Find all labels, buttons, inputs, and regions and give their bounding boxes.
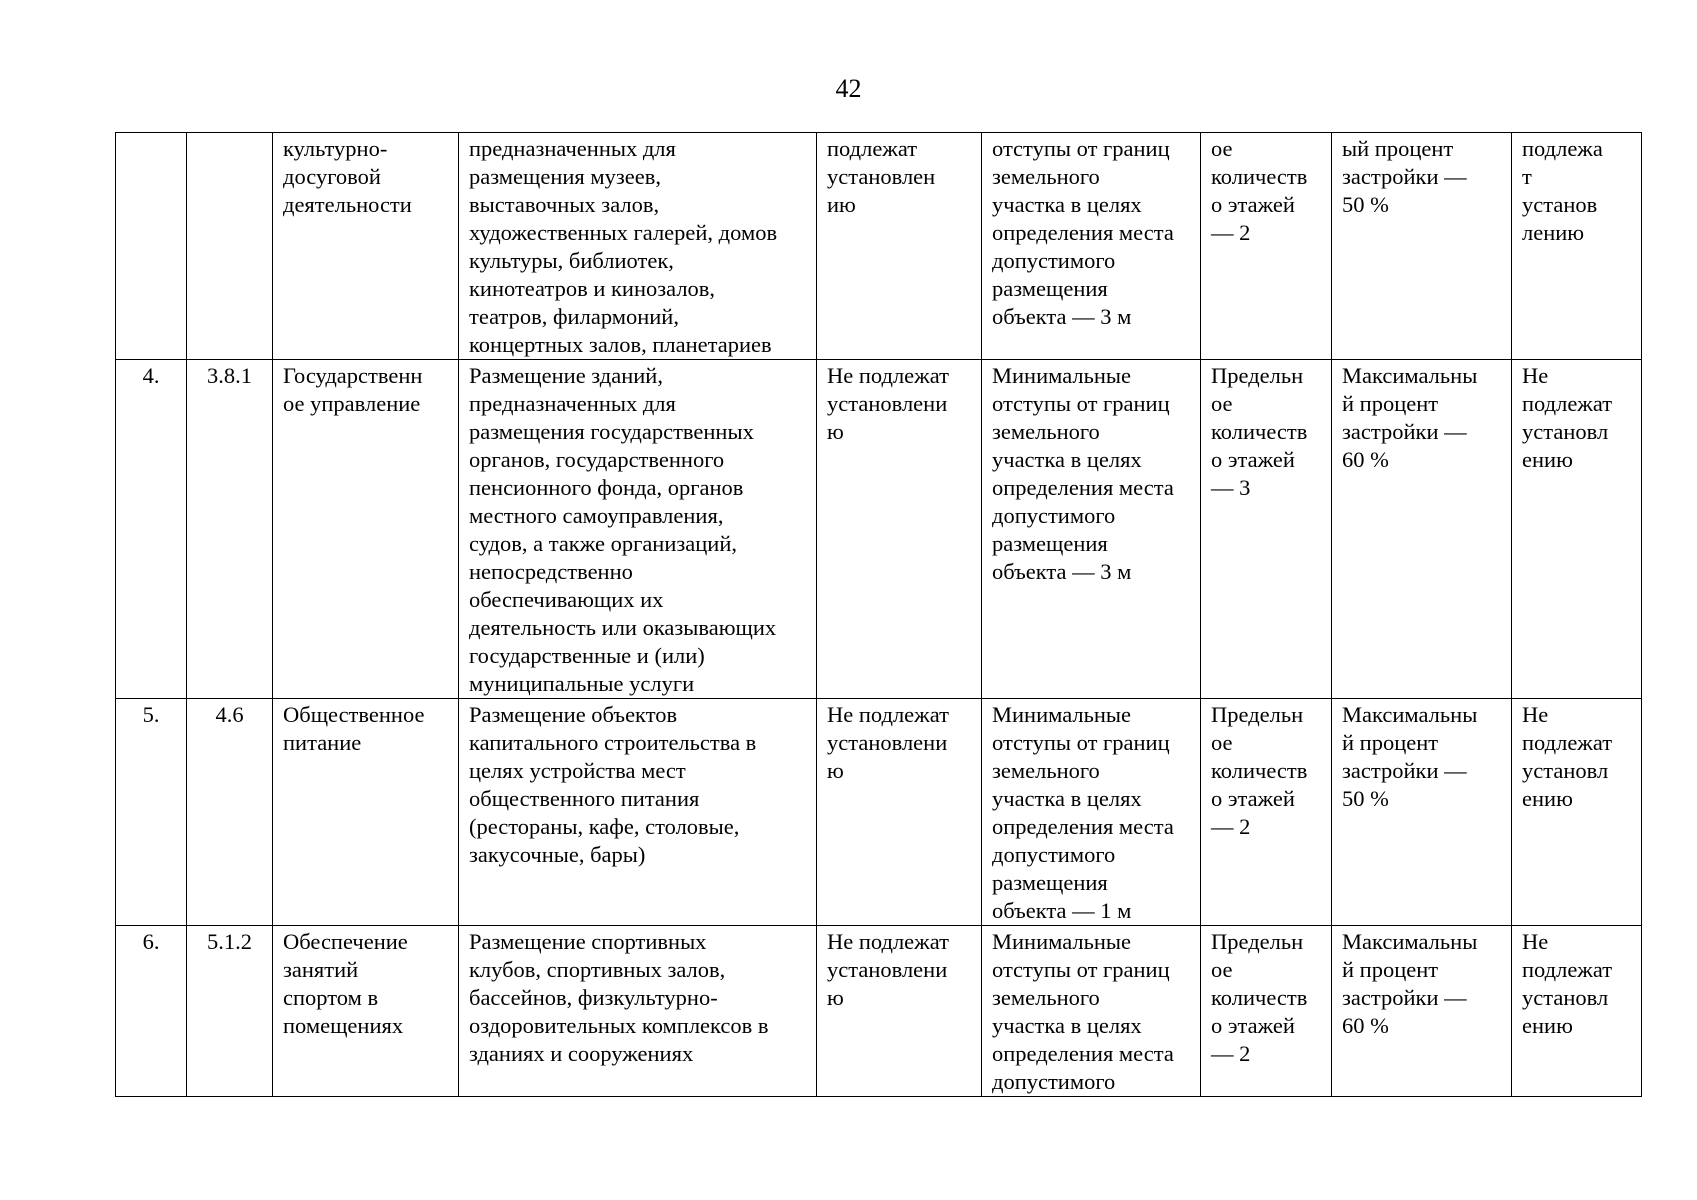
land-use-regulations-table xyxy=(115,132,1642,1097)
other-limits xyxy=(1512,133,1642,360)
cell-line: Обеспечение xyxy=(283,929,408,954)
cell-line: Максимальны xyxy=(1342,363,1478,388)
cell-line: й процент xyxy=(1342,730,1439,755)
size-limits xyxy=(817,699,982,926)
cell-line: отступы от границ xyxy=(992,136,1170,161)
cell-line: о этажей xyxy=(1211,192,1295,217)
cell-line: участка в целях xyxy=(992,1013,1142,1038)
cell-line: ению xyxy=(1522,1013,1573,1038)
use-name xyxy=(273,133,459,360)
page-number: 42 xyxy=(835,74,862,103)
cell-line: местного самоуправления, xyxy=(469,503,724,528)
cell-line: Минимальные xyxy=(992,702,1132,727)
cell-line: Общественное xyxy=(283,702,425,727)
cell-line: допустимого xyxy=(992,503,1116,528)
cell-line: ое xyxy=(1211,957,1233,982)
cell-line: — 2 xyxy=(1211,1041,1251,1066)
cell-line: досуговой xyxy=(283,164,381,189)
cell-line: Предельн xyxy=(1211,702,1304,727)
cell-line: муниципальные услуги xyxy=(469,671,695,696)
use-name xyxy=(273,926,459,1097)
cell-line: объекта — 3 м xyxy=(992,559,1132,584)
use-code xyxy=(187,133,273,360)
cell-line: отступы от границ xyxy=(992,957,1170,982)
cell-line: Предельн xyxy=(1211,363,1304,388)
cell-line: — 3 xyxy=(1211,475,1251,500)
cell-line: деятельность или оказывающих xyxy=(469,615,777,640)
cell-line: объекта — 3 м xyxy=(992,304,1132,329)
size-limits xyxy=(817,133,982,360)
cell-line: установл xyxy=(1522,758,1609,783)
table-row xyxy=(116,699,1642,926)
size-limits xyxy=(817,926,982,1097)
use-description xyxy=(459,926,817,1097)
cell-line: й процент xyxy=(1342,391,1439,416)
cell-line: подлежа xyxy=(1522,136,1603,161)
coverage-limit xyxy=(1332,926,1512,1097)
cell-line: 60 % xyxy=(1342,1013,1389,1038)
cell-line: количеств xyxy=(1211,419,1308,444)
cell-line: размещения государственных xyxy=(469,419,754,444)
table-row xyxy=(116,360,1642,699)
row-number: 5. xyxy=(116,699,187,926)
cell-line: Не xyxy=(1522,702,1549,727)
cell-line: лению xyxy=(1522,220,1585,245)
cell-line: земельного xyxy=(992,758,1100,783)
use-description xyxy=(459,699,817,926)
cell-line: 50 % xyxy=(1342,786,1389,811)
table-row xyxy=(116,926,1642,1097)
cell-line: застройки — xyxy=(1342,164,1467,189)
cell-line: клубов, спортивных залов, xyxy=(469,957,726,982)
cell-line: о этажей xyxy=(1211,1013,1295,1038)
other-limits xyxy=(1512,360,1642,699)
cell-line: ению xyxy=(1522,786,1573,811)
cell-line: закусочные, бары) xyxy=(469,842,646,867)
setbacks xyxy=(982,699,1201,926)
cell-line: подлежат xyxy=(1522,391,1613,416)
cell-line: ое xyxy=(1211,391,1233,416)
cell-line: Размещение зданий, xyxy=(469,363,663,388)
cell-line: размещения музеев, xyxy=(469,164,661,189)
use-code: 4.6 xyxy=(187,699,273,926)
cell-line: Размещение объектов xyxy=(469,702,678,727)
cell-line: судов, а также организаций, xyxy=(469,531,738,556)
cell-line: количеств xyxy=(1211,164,1308,189)
cell-line: ое управление xyxy=(283,391,421,416)
cell-line: Минимальные xyxy=(992,929,1132,954)
cell-line: кинотеатров и кинозалов, xyxy=(469,276,716,301)
cell-line: общественного питания xyxy=(469,786,700,811)
cell-line: подлежат xyxy=(1522,957,1613,982)
cell-line: — 2 xyxy=(1211,220,1251,245)
cell-line: пенсионного фонда, органов xyxy=(469,475,744,500)
cell-line: — 2 xyxy=(1211,814,1251,839)
cell-line: размещения xyxy=(992,531,1108,556)
row-number xyxy=(116,133,187,360)
floors-limit xyxy=(1201,133,1332,360)
cell-line: подлежат xyxy=(1522,730,1613,755)
cell-line: определения места xyxy=(992,220,1174,245)
cell-line: Размещение спортивных xyxy=(469,929,707,954)
cell-line: Предельн xyxy=(1211,929,1304,954)
coverage-limit xyxy=(1332,360,1512,699)
cell-line: (рестораны, кафе, столовые, xyxy=(469,814,740,839)
floors-limit xyxy=(1201,360,1332,699)
row-number: 6. xyxy=(116,926,187,1097)
cell-line: допустимого xyxy=(992,842,1116,867)
cell-line: Не xyxy=(1522,929,1549,954)
setbacks xyxy=(982,133,1201,360)
cell-line: ю xyxy=(827,419,844,444)
cell-line: отступы от границ xyxy=(992,730,1170,755)
cell-line: т xyxy=(1522,164,1532,189)
cell-line: спортом в xyxy=(283,985,379,1010)
row-number: 4. xyxy=(116,360,187,699)
cell-line: Государственн xyxy=(283,363,423,388)
setbacks xyxy=(982,360,1201,699)
cell-line: о этажей xyxy=(1211,786,1295,811)
cell-line: застройки — xyxy=(1342,985,1467,1010)
other-limits xyxy=(1512,699,1642,926)
cell-line: определения места xyxy=(992,1041,1174,1066)
cell-line: размещения xyxy=(992,870,1108,895)
cell-line: количеств xyxy=(1211,758,1308,783)
cell-line: художественных галерей, домов xyxy=(469,220,778,245)
cell-line: оздоровительных комплексов в xyxy=(469,1013,769,1038)
cell-line: подлежат xyxy=(827,136,918,161)
cell-line: капитального строительства в xyxy=(469,730,757,755)
cell-line: участка в целях xyxy=(992,786,1142,811)
cell-line: деятельности xyxy=(283,192,412,217)
cell-line: предназначенных для xyxy=(469,391,676,416)
cell-line: допустимого xyxy=(992,248,1116,273)
cell-line: й процент xyxy=(1342,957,1439,982)
cell-line: 60 % xyxy=(1342,447,1389,472)
cell-line: земельного xyxy=(992,419,1100,444)
cell-line: застройки — xyxy=(1342,419,1467,444)
cell-line: установл xyxy=(1522,419,1609,444)
cell-line: питание xyxy=(283,730,362,755)
cell-line: Не подлежат xyxy=(827,363,949,388)
cell-line: Не xyxy=(1522,363,1549,388)
floors-limit xyxy=(1201,699,1332,926)
cell-line: размещения xyxy=(992,276,1108,301)
cell-line: установлени xyxy=(827,730,948,755)
cell-line: земельного xyxy=(992,164,1100,189)
setbacks xyxy=(982,926,1201,1097)
use-name xyxy=(273,699,459,926)
floors-limit xyxy=(1201,926,1332,1097)
cell-line: о этажей xyxy=(1211,447,1295,472)
cell-line: определения места xyxy=(992,814,1174,839)
cell-line: государственные и (или) xyxy=(469,643,705,668)
coverage-limit xyxy=(1332,699,1512,926)
cell-line: ое xyxy=(1211,136,1233,161)
cell-line: допустимого xyxy=(992,1069,1116,1094)
cell-line: ый процент xyxy=(1342,136,1454,161)
other-limits xyxy=(1512,926,1642,1097)
cell-line: установлени xyxy=(827,391,948,416)
cell-line: участка в целях xyxy=(992,192,1142,217)
cell-line: бассейнов, физкультурно- xyxy=(469,985,718,1010)
cell-line: количеств xyxy=(1211,985,1308,1010)
cell-line: ю xyxy=(827,985,844,1010)
cell-line: установ xyxy=(1522,192,1598,217)
cell-line: земельного xyxy=(992,985,1100,1010)
cell-line: Не подлежат xyxy=(827,702,949,727)
cell-line: 50 % xyxy=(1342,192,1389,217)
cell-line: ению xyxy=(1522,447,1573,472)
use-name xyxy=(273,360,459,699)
cell-line: культуры, библиотек, xyxy=(469,248,674,273)
cell-line: ю xyxy=(827,758,844,783)
cell-line: Минимальные xyxy=(992,363,1132,388)
cell-line: культурно- xyxy=(283,136,388,161)
cell-line: отступы от границ xyxy=(992,391,1170,416)
cell-line: установлен xyxy=(827,164,936,189)
cell-line: установл xyxy=(1522,985,1609,1010)
cell-line: Максимальны xyxy=(1342,702,1478,727)
coverage-limit xyxy=(1332,133,1512,360)
table-row xyxy=(116,133,1642,360)
cell-line: объекта — 1 м xyxy=(992,898,1132,923)
cell-line: непосредственно xyxy=(469,559,633,584)
cell-line: застройки — xyxy=(1342,758,1467,783)
cell-line: ое xyxy=(1211,730,1233,755)
size-limits xyxy=(817,360,982,699)
use-description xyxy=(459,360,817,699)
cell-line: театров, филармоний, xyxy=(469,304,679,329)
use-code: 5.1.2 xyxy=(187,926,273,1097)
use-description xyxy=(459,133,817,360)
cell-line: Не подлежат xyxy=(827,929,949,954)
use-code: 3.8.1 xyxy=(187,360,273,699)
cell-line: целях устройства мест xyxy=(469,758,686,783)
cell-line: органов, государственного xyxy=(469,447,725,472)
cell-line: занятий xyxy=(283,957,359,982)
cell-line: определения места xyxy=(992,475,1174,500)
cell-line: обеспечивающих их xyxy=(469,587,664,612)
cell-line: помещениях xyxy=(283,1013,404,1038)
cell-line: концертных залов, планетариев xyxy=(469,332,772,357)
cell-line: участка в целях xyxy=(992,447,1142,472)
cell-line: предназначенных для xyxy=(469,136,676,161)
cell-line: ию xyxy=(827,192,856,217)
cell-line: Максимальны xyxy=(1342,929,1478,954)
cell-line: установлени xyxy=(827,957,948,982)
cell-line: зданиях и сооружениях xyxy=(469,1041,694,1066)
cell-line: выставочных залов, xyxy=(469,192,660,217)
